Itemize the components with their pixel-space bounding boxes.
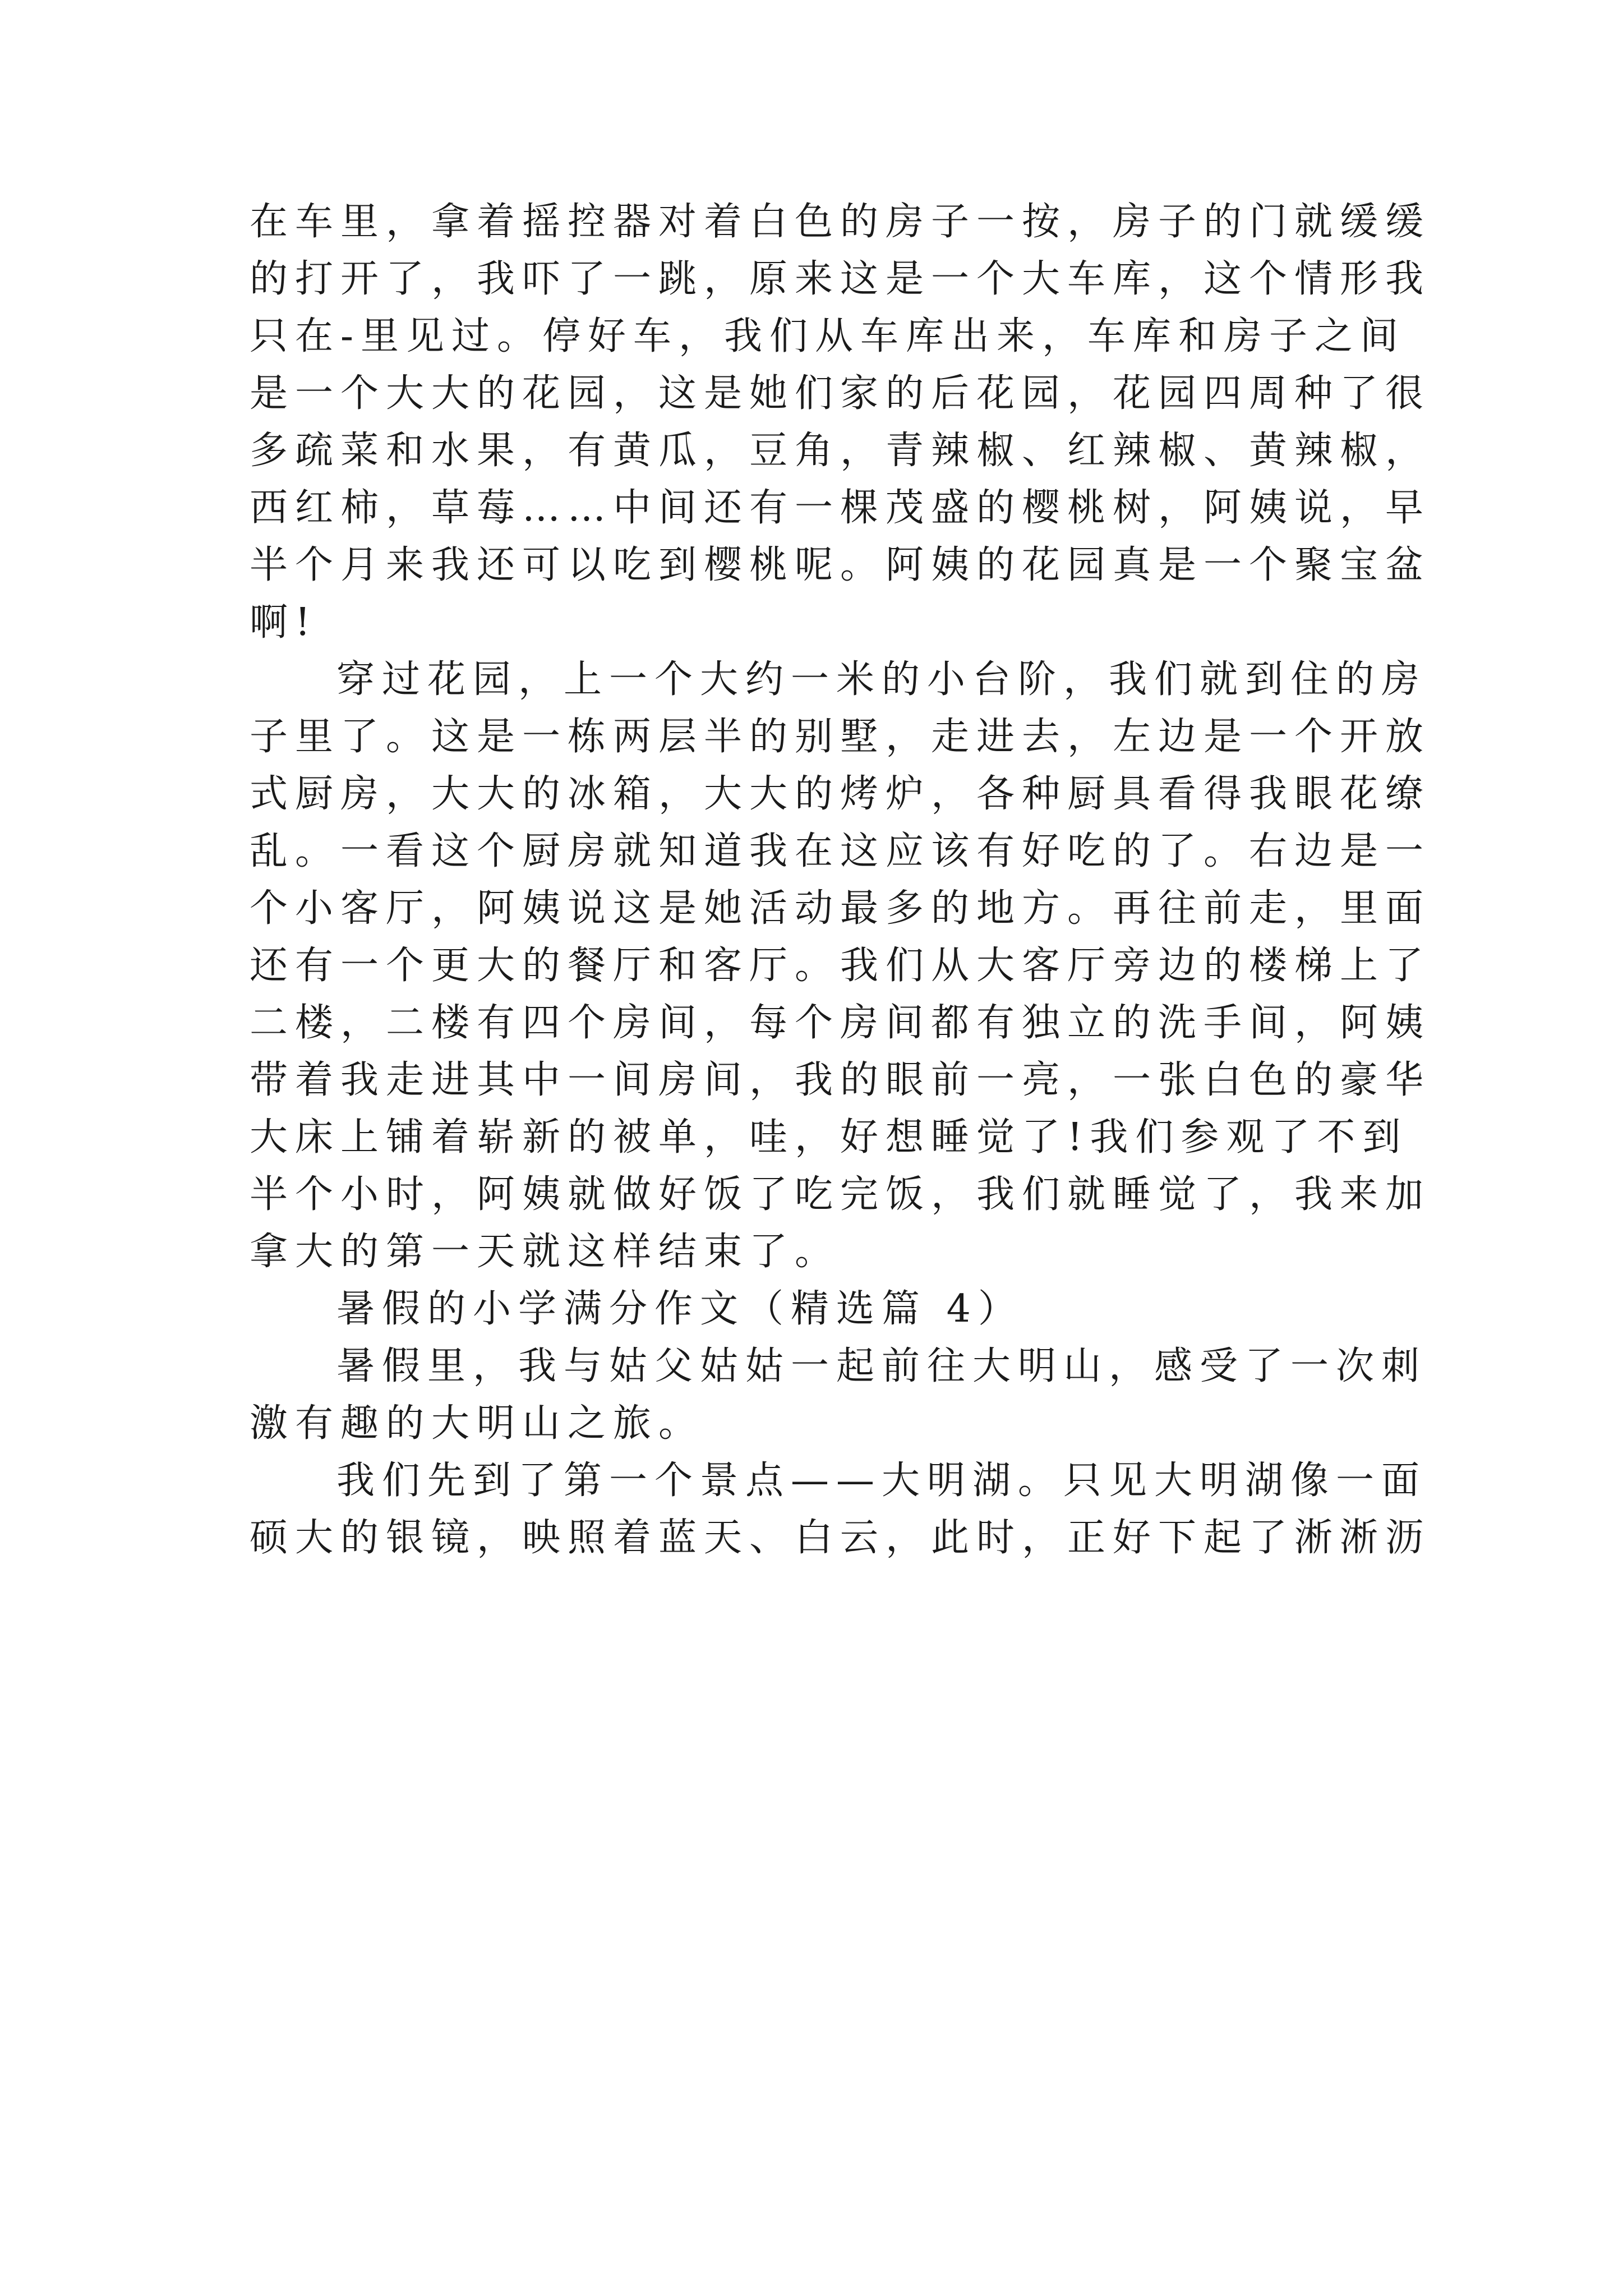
text-line: 多疏菜和水果，有黄瓜，豆角，青辣椒、红辣椒、黄辣椒， (250, 429, 1431, 473)
paragraph-first-line: 暑假里，我与姑父姑姑一起前往大明山，感受了一次刺 (336, 1344, 1427, 1388)
text-line: 激有趣的大明山之旅。 (250, 1401, 704, 1446)
paragraph-first-line: 我们先到了第一个景点——大明湖。只见大明湖像一面 (336, 1458, 1427, 1503)
text-line: 的打开了，我吓了一跳，原来这是一个大车库，这个情形我 (250, 257, 1431, 301)
text-line: 拿大的第一天就这样结束了。 (250, 1230, 841, 1274)
text-line: 在车里，拿着摇控器对着白色的房子一按，房子的门就缓缓 (250, 200, 1431, 244)
text-line: 式厨房，大大的冰箱，大大的烤炉，各种厨具看得我眼花缭 (250, 772, 1431, 816)
text-line: 硕大的银镜，映照着蓝天、白云，此时，正好下起了淅淅沥 (250, 1516, 1431, 1560)
text-line: 只在-里见过。停好车，我们从车库出来，车库和房子之间 (250, 314, 1405, 358)
text-line: 个小客厅，阿姨说这是她活动最多的地方。再往前走，里面 (250, 886, 1431, 931)
text-line: 啊! (250, 600, 318, 645)
text-line: 半个小时，阿姨就做好饭了吃完饭，我们就睡觉了，我来加 (250, 1172, 1431, 1217)
paragraph-first-line: 穿过花园，上一个大约一米的小台阶，我们就到住的房 (336, 657, 1427, 702)
text-line: 二楼，二楼有四个房间，每个房间都有独立的洗手间，阿姨 (250, 1001, 1431, 1045)
text-line: 大床上铺着崭新的被单，哇，好想睡觉了!我们参观了不到 (250, 1115, 1408, 1159)
document-body (250, 194, 1431, 1567)
text-line: 西红柿，草莓……中间还有一棵茂盛的樱桃树，阿姨说，早 (250, 486, 1431, 530)
text-line: 乱。一看这个厨房就知道我在这应该有好吃的了。右边是一 (250, 829, 1431, 873)
text-line: 还有一个更大的餐厅和客厅。我们从大客厅旁边的楼梯上了 (250, 944, 1431, 988)
text-line: 半个月来我还可以吃到樱桃呢。阿姨的花园真是一个聚宝盆 (250, 543, 1431, 587)
text-line: 子里了。这是一栋两层半的别墅，走进去，左边是一个开放 (250, 715, 1431, 759)
text-line: 带着我走进其中一间房间，我的眼前一亮，一张白色的豪华 (250, 1058, 1431, 1102)
section-heading: 暑假的小学满分作文（精选篇 4） (336, 1287, 1023, 1331)
text-line: 是一个大大的花园，这是她们家的后花园，花园四周种了很 (250, 371, 1431, 416)
